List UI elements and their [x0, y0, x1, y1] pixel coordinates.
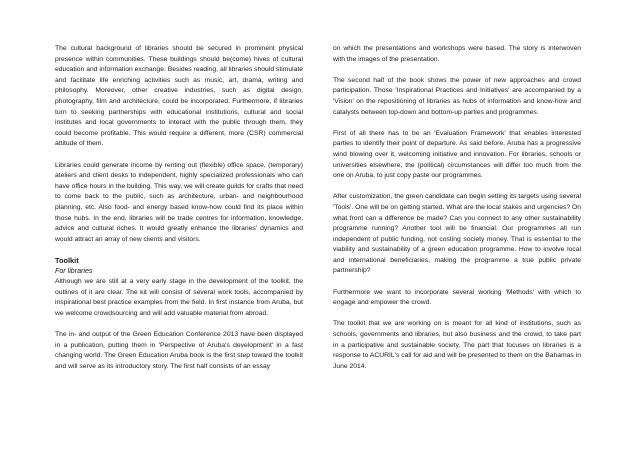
paragraph: First of all there has to be an 'Evaluation Framework' that enables interested parties to identify their point of departure. As said before, Aruba has a progressive wind blowing over it, welcoming initiative and innovation. For libraries, schools or universities elsewhere, the (political) circumstances will differ too much from the one on Aruba, to just copy paste our programmes. [333, 129, 581, 180]
paragraph: Furthermore we want to incorporate several working 'Methods' with which to engage and empower the crowd. [333, 288, 581, 307]
paragraph: The second half of the book shows the power of new approaches and crowd participation. Those 'Inspirational Practices and Initiatives' are accompanied by a 'Vision' on the repositioning of libraries as hubs of information and know-how and catalysts between top-down and bottom-up parties and programmes. [333, 76, 581, 116]
section-subheading: For libraries [55, 267, 93, 276]
paragraph: on which the presentations and workshops were based. The story is interwoven with the images of the presentation. [333, 45, 581, 63]
right-column [333, 44, 581, 372]
section-heading: Toolkit [55, 255, 79, 265]
paragraph: Libraries could generate income by renting out (flexible) office space, (temporary) ateliers and client desks to independent, highly specialized professionals who can have office hours in the building. This way, we will create guilds for crafts that need to come back to the public, such as architecture, urban- and neighbourhood planning, etc. Also food- and energy based know-how could find its place within those hubs. In the end, libraries will be trade centres for information, knowledge, advice and cultural riches. It would greatly enhance the libraries' dynamics and would attract an array of new clients and visitors. [55, 161, 303, 243]
paragraph: The in- and output of the Green Education Conference 2013 have been displayed in a publication, putting them in 'Perspective of Aruba's development' in a fast changing world. The Green Education Aruba book is the first step toward the toolkit and will serve as its introductory story. The first half consists of an essay [55, 331, 303, 370]
paragraph: After customization, the green candidate can begin setting its targets using several 'Tools'. One will be on getting started. What are the local stakes and urgencies? On what front can a difference be made? Can you connect to any other sustainability programme running? Another tool will be financial. Our programmes all run independent of public funding, not costing society money. That is essential to the viability and sustainability of a green education programme. How to involve local and international beneficiaries, making the programme a true public private partnership? [333, 193, 581, 275]
left-column [55, 44, 303, 372]
paragraph: The toolkit that we are working on is meant for all kind of institutions, such as schools, governments and libraries, but also business and the crowd, to take part in a participative and sustainable society. The part that focuses on libraries is a response to ACURIL's call for aid and will be presented to them on the Bahamas in June 2014. [333, 320, 581, 370]
paragraph: The cultural background of libraries should be secured in prominent physical presence within communities. These buildings should be(come) hives of cultural education and information exchange. Besides reading, all libraries should stimulate and facilitate life enriching activities such as music, art, drama, writing and philosophy. Moreover, other creative industries, such as digital design, photography, film and architecture, could be incorporated. Furthermore, if libraries turn to seeking partnerships with educational institutions, cultural and social institutes and local governments to interact with the public through them, they could become profitable. This would require a different, more (CSR) commercial attitude of them. [55, 45, 303, 148]
paragraph: Although we are still at a very early stage in the development of the toolkit, the outlines of it are clear. The kit will consist of several work tools, accompanied by inspirational best practice examples from the field. In first instance from Aruba, but we welcome crowdsourcing and will add valuable material from abroad. [55, 278, 303, 317]
